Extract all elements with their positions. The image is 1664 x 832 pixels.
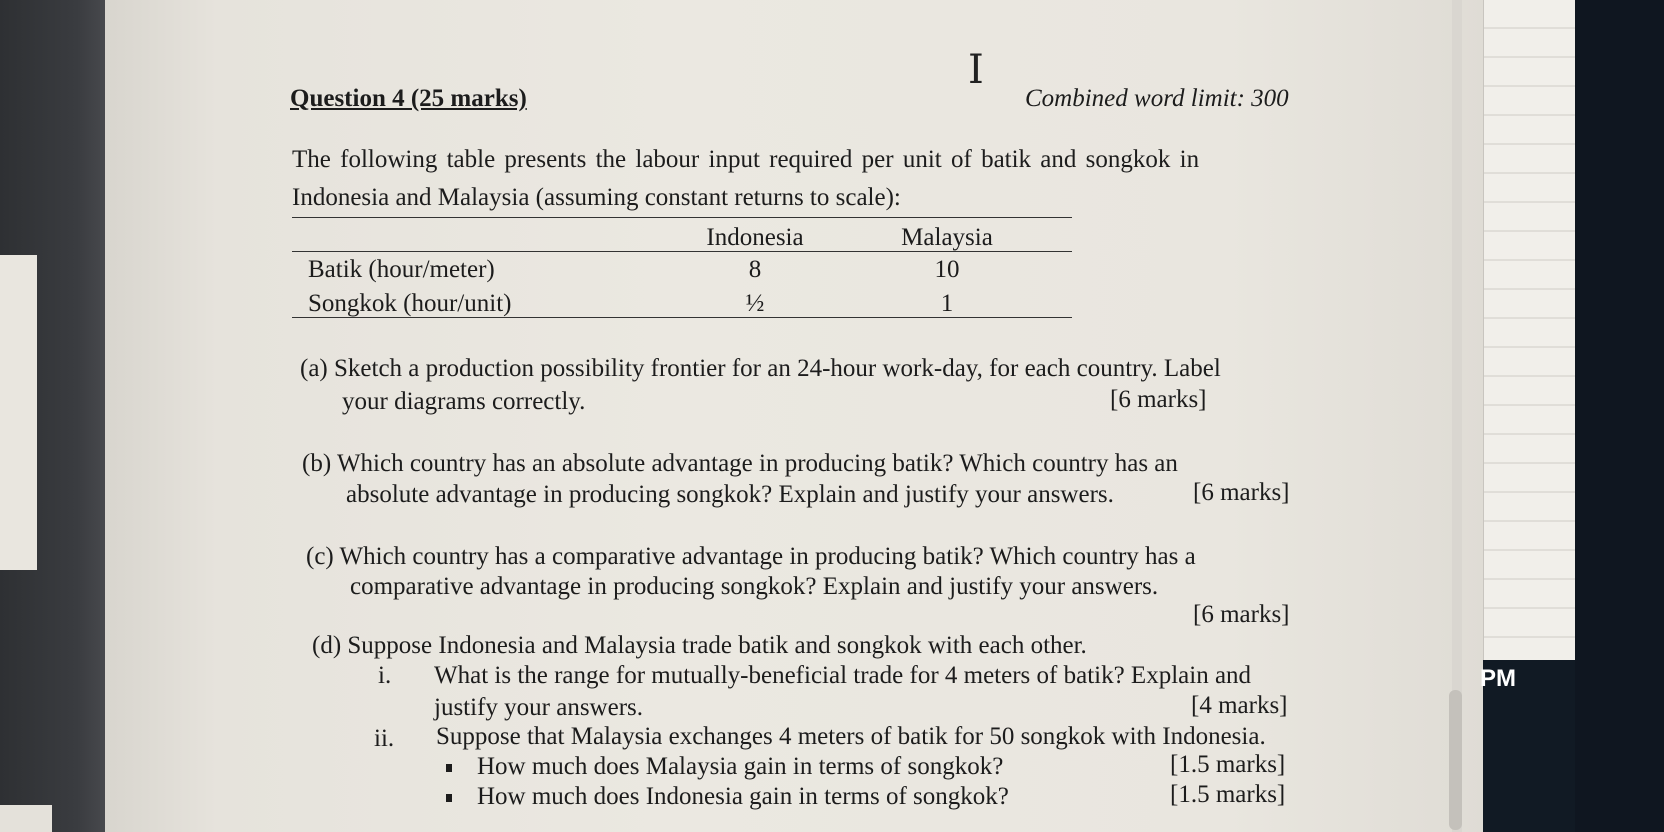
bullet-text: How much does Indonesia gain in terms of songkok? — [477, 783, 1009, 810]
table-header-rule — [292, 251, 1072, 252]
question-d-i-line-2: justify your answers. — [434, 694, 643, 721]
row-label: Songkok (hour/unit) — [308, 290, 512, 317]
cell-indonesia: ½ — [745, 290, 765, 317]
question-b-marks: [6 marks] — [1193, 479, 1290, 506]
cell-indonesia: 8 — [748, 256, 762, 283]
bullet-icon — [446, 794, 452, 802]
question-a-marks: [6 marks] — [1110, 386, 1207, 413]
text-cursor-icon: I — [968, 47, 984, 93]
bullet-text: How much does Malaysia gain in terms of songkok? — [477, 753, 1004, 780]
word-limit: Combined word limit: 300 — [1025, 85, 1289, 112]
table-header-malaysia: Malaysia — [901, 224, 993, 251]
cell-malaysia: 1 — [940, 290, 954, 317]
bullet-marks: [1.5 marks] — [1170, 781, 1286, 808]
table-bottom-rule — [292, 317, 1072, 318]
question-a-line-1: (a) Sketch a production possibility frontier for an 24-hour work-day, for each country. Label — [300, 355, 1221, 382]
question-b-line-2: absolute advantage in producing songkok? Explain and justify your answers. — [346, 481, 1114, 508]
cell-malaysia: 10 — [934, 256, 960, 283]
taskbar-clock: PM — [1480, 665, 1516, 692]
question-c-line-1: (c) Which country has a comparative advantage in producing batik? Which country has a — [306, 543, 1196, 570]
question-d-i-number: i. — [378, 662, 392, 689]
table-header-indonesia: Indonesia — [706, 224, 804, 251]
intro-line-2: Indonesia and Malaysia (assuming constant returns to scale): — [292, 184, 901, 211]
row-label: Batik (hour/meter) — [308, 256, 495, 283]
question-d-ii-line-1: Suppose that Malaysia exchanges 4 meters of batik for 50 songkok with Indonesia. — [436, 723, 1266, 750]
intro-line-1: The following table presents the labour input required per unit of batik and songkok in — [292, 146, 1200, 173]
question-d-intro: (d) Suppose Indonesia and Malaysia trade batik and songkok with each other. — [312, 632, 1087, 659]
table-top-rule — [292, 217, 1072, 218]
question-d-i-line-1: What is the range for mutually-beneficial trade for 4 meters of batik? Explain and — [434, 662, 1252, 689]
question-d-i-marks: [4 marks] — [1191, 692, 1288, 719]
question-title: Question 4 (25 marks) — [290, 85, 527, 112]
question-d-ii-number: ii. — [374, 725, 395, 752]
question-c-marks: [6 marks] — [1193, 601, 1290, 628]
question-b-line-1: (b) Which country has an absolute advantage in producing batik? Which country has an — [302, 450, 1178, 477]
question-a-line-2: your diagrams correctly. — [342, 388, 586, 415]
question-c-line-2: comparative advantage in producing songkok? Explain and justify your answers. — [350, 573, 1159, 600]
bullet-icon — [446, 764, 452, 772]
bullet-marks: [1.5 marks] — [1170, 751, 1286, 778]
